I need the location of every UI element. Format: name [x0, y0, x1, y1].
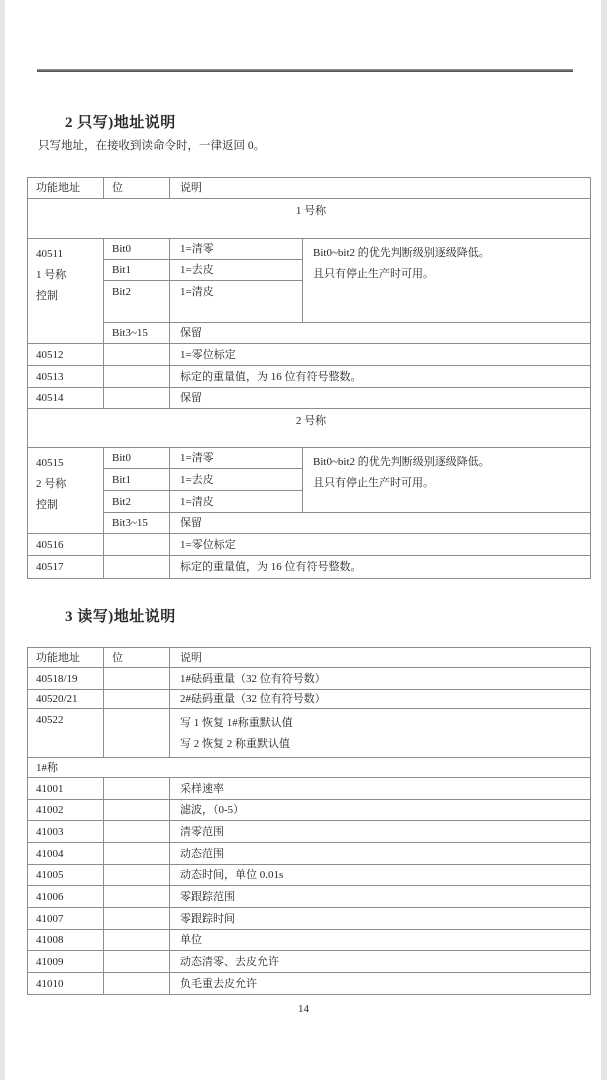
bit-cell: Bit0	[104, 239, 170, 260]
table-row	[28, 973, 591, 995]
col-header-bit: 位	[104, 178, 170, 199]
desc-cell: 负毛重去皮允许	[170, 973, 591, 995]
address-cell: 41006	[28, 886, 104, 908]
bit-cell-empty	[104, 344, 170, 366]
address-cell: 40518/19	[28, 668, 104, 690]
address-cell: 41005	[28, 865, 104, 886]
table-row	[28, 556, 591, 579]
note-line2: 且只有停止生产时可用。	[313, 477, 434, 489]
address-cell: 41003	[28, 821, 104, 843]
table-row	[28, 930, 591, 951]
write-only-address-table	[27, 177, 591, 579]
address-cell: 41008	[28, 930, 104, 951]
col-header-desc: 说明	[170, 648, 591, 668]
desc-cell: 1#砝码重量（32 位有符号数）	[170, 668, 591, 690]
bit-desc-cell: 1=清零	[170, 448, 303, 469]
header-rule	[37, 69, 573, 72]
desc-cell: 清零范围	[170, 821, 591, 843]
bit-cell: Bit1	[104, 469, 170, 491]
page-number: 14	[298, 1003, 309, 1015]
bit-cell-empty	[104, 951, 170, 973]
desc-cell: 零跟踪时间	[170, 908, 591, 930]
address-cell: 41007	[28, 908, 104, 930]
table-row	[28, 448, 591, 469]
col-header-desc: 说明	[170, 178, 591, 199]
desc-cell: 滤波，（0-5）	[170, 800, 591, 821]
bit-desc-cell: 1=去皮	[170, 469, 303, 491]
table-row	[28, 690, 591, 709]
table-row	[28, 388, 591, 409]
address-value: 40511	[36, 248, 64, 260]
desc-cell: 1=零位标定	[170, 534, 591, 556]
desc-cell: 采样速率	[170, 778, 591, 800]
desc-cell: 标定的重量值，为 16 位有符号整数。	[170, 556, 591, 579]
section-title-scale2: 2 号称	[28, 409, 591, 448]
address-cell: 40513	[28, 366, 104, 388]
section-heading-write-only: 2 只写)地址说明	[65, 115, 176, 131]
section-title-scale1: 1 号称	[28, 199, 591, 239]
bit-cell-empty	[104, 709, 170, 758]
desc-cell	[170, 709, 591, 758]
note-line1: Bit0~bit2 的优先判断级别逐级降低。	[313, 456, 490, 468]
address-cell-40511	[28, 239, 104, 344]
bit-desc-cell: 1=清皮	[170, 281, 303, 323]
table-row	[28, 534, 591, 556]
bit-desc-cell: 保留	[170, 323, 591, 344]
bit-cell-empty	[104, 366, 170, 388]
address-label2: 控制	[36, 290, 58, 302]
note-line2: 且只有停止生产时可用。	[313, 268, 434, 280]
table-row	[28, 800, 591, 821]
address-label2: 控制	[36, 499, 58, 511]
address-value: 40515	[36, 457, 64, 469]
table-row	[28, 239, 591, 260]
bit-cell-empty	[104, 930, 170, 951]
address-cell: 41001	[28, 778, 104, 800]
section-heading-read-write: 3 读写)地址说明	[65, 609, 176, 625]
table-row	[28, 843, 591, 865]
bit-cell: Bit1	[104, 260, 170, 281]
write-only-intro-paragraph: 只写地址，在接收到读命令时，一律返回 0。	[38, 140, 266, 152]
address-label: 2 号称	[36, 478, 67, 490]
col-header-bit: 位	[104, 648, 170, 668]
desc-line1: 写 1 恢复 1#称重默认值	[180, 717, 293, 729]
address-label: 1 号称	[36, 269, 67, 281]
desc-cell: 动态范围	[170, 843, 591, 865]
table-row	[28, 513, 591, 534]
address-cell: 41009	[28, 951, 104, 973]
page-edge-left	[0, 0, 5, 1080]
bit-cell: Bit0	[104, 448, 170, 469]
address-cell: 40522	[28, 709, 104, 758]
desc-cell: 保留	[170, 388, 591, 409]
table-row	[28, 865, 591, 886]
bit-cell-empty	[104, 886, 170, 908]
desc-cell: 零跟踪范围	[170, 886, 591, 908]
table-row	[28, 323, 591, 344]
bit-cell: Bit3~15	[104, 323, 170, 344]
page-edge-right	[601, 0, 607, 1080]
col-header-address: 功能地址	[28, 178, 104, 199]
bit-cell-empty	[104, 800, 170, 821]
bit-cell: Bit2	[104, 281, 170, 323]
section-row-scale1	[28, 199, 591, 239]
note-line1: Bit0~bit2 的优先判断级别逐级降低。	[313, 247, 490, 259]
table-row	[28, 668, 591, 690]
bit-cell-empty	[104, 973, 170, 995]
bit-cell-empty	[104, 908, 170, 930]
bit-desc-cell: 1=去皮	[170, 260, 303, 281]
address-cell: 40512	[28, 344, 104, 366]
bit-desc-cell: 保留	[170, 513, 591, 534]
table-row	[28, 366, 591, 388]
note-cell	[303, 448, 591, 513]
bit-cell-empty	[104, 534, 170, 556]
desc-cell: 动态时间，单位 0.01s	[170, 865, 591, 886]
section-row-scale2	[28, 409, 591, 448]
table-row	[28, 344, 591, 366]
table-header-row	[28, 648, 591, 668]
read-write-address-table	[27, 647, 591, 995]
table-row	[28, 908, 591, 930]
bit-cell-empty	[104, 865, 170, 886]
desc-cell: 单位	[170, 930, 591, 951]
section-row-scale1	[28, 758, 591, 778]
table-row	[28, 778, 591, 800]
bit-cell-empty	[104, 388, 170, 409]
bit-cell: Bit3~15	[104, 513, 170, 534]
address-cell: 40514	[28, 388, 104, 409]
address-cell: 41002	[28, 800, 104, 821]
note-cell	[303, 239, 591, 323]
bit-cell-empty	[104, 843, 170, 865]
address-cell: 40516	[28, 534, 104, 556]
address-cell: 40517	[28, 556, 104, 579]
section-title-scale1: 1#称	[28, 758, 591, 778]
table-row	[28, 951, 591, 973]
bit-cell-empty	[104, 690, 170, 709]
address-cell: 41004	[28, 843, 104, 865]
desc-cell: 动态清零、去皮允许	[170, 951, 591, 973]
bit-cell: Bit2	[104, 491, 170, 513]
table-row	[28, 709, 591, 758]
table-row	[28, 821, 591, 843]
bit-cell-empty	[104, 556, 170, 579]
desc-cell: 2#砝码重量（32 位有符号数）	[170, 690, 591, 709]
desc-line2: 写 2 恢复 2 称重默认值	[180, 738, 290, 750]
table-row	[28, 886, 591, 908]
bit-cell-empty	[104, 778, 170, 800]
bit-desc-cell: 1=清皮	[170, 491, 303, 513]
bit-cell-empty	[104, 821, 170, 843]
desc-cell: 1=零位标定	[170, 344, 591, 366]
desc-cell: 标定的重量值，为 16 位有符号整数。	[170, 366, 591, 388]
address-cell: 41010	[28, 973, 104, 995]
bit-cell-empty	[104, 668, 170, 690]
col-header-address: 功能地址	[28, 648, 104, 668]
bit-desc-cell: 1=清零	[170, 239, 303, 260]
address-cell: 40520/21	[28, 690, 104, 709]
table-header-row	[28, 178, 591, 199]
address-cell-40515	[28, 448, 104, 534]
